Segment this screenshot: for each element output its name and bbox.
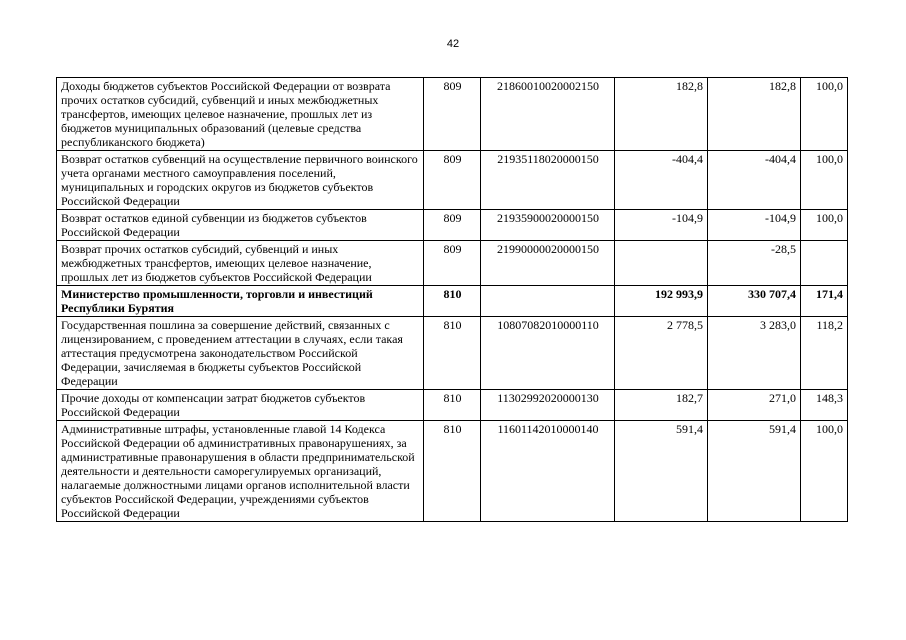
plan-value-cell: 591,4 [615, 421, 708, 522]
plan-value-cell: 182,7 [615, 390, 708, 421]
table-row [57, 78, 848, 151]
row-name-cell: Административные штрафы, установленные главой 14 Кодекса Российской Федерации об административных правонарушениях, за административные правонарушения в области предпринимательской деятельности и деятельности саморегулируемых организаций, налагаемые должностными лицами органов исполнительной власти субъектов Российской Федерации, учреждениями субъектов Российской Федерации [57, 421, 424, 522]
percent-cell: 100,0 [801, 78, 848, 151]
fact-value-cell: 591,4 [708, 421, 801, 522]
row-name-cell: Доходы бюджетов субъектов Российской Федерации от возврата прочих остатков субсидий, субвенций и иных межбюджетных трансфертов, имеющих целевое назначение, прошлых лет из бюджетов муниципальных образований (целевые средства республиканского бюджета) [57, 78, 424, 151]
budget-table [56, 77, 848, 522]
row-name-cell: Министерство промышленности, торговли и инвестиций Республики Бурятия [57, 286, 424, 317]
percent-cell: 100,0 [801, 210, 848, 241]
admin-code-cell: 809 [424, 151, 481, 210]
fact-value-cell: -28,5 [708, 241, 801, 286]
table-row [57, 286, 848, 317]
percent-cell: 118,2 [801, 317, 848, 390]
table-row [57, 241, 848, 286]
budget-code-cell: 11601142010000140 [481, 421, 615, 522]
table-row [57, 390, 848, 421]
percent-cell: 100,0 [801, 421, 848, 522]
budget-code-cell: 10807082010000110 [481, 317, 615, 390]
admin-code-cell: 809 [424, 210, 481, 241]
admin-code-cell: 810 [424, 317, 481, 390]
budget-code-cell: 21935118020000150 [481, 151, 615, 210]
table-row [57, 421, 848, 522]
admin-code-cell: 810 [424, 286, 481, 317]
budget-code-cell: 11302992020000130 [481, 390, 615, 421]
percent-cell [801, 241, 848, 286]
budget-code-cell: 21990000020000150 [481, 241, 615, 286]
budget-code-cell: 21860010020002150 [481, 78, 615, 151]
row-name-cell: Прочие доходы от компенсации затрат бюджетов субъектов Российской Федерации [57, 390, 424, 421]
fact-value-cell: 330 707,4 [708, 286, 801, 317]
plan-value-cell: 182,8 [615, 78, 708, 151]
fact-value-cell: -404,4 [708, 151, 801, 210]
fact-value-cell: 271,0 [708, 390, 801, 421]
admin-code-cell: 809 [424, 78, 481, 151]
row-name-cell: Государственная пошлина за совершение действий, связанных с лицензированием, с проведением аттестации в случаях, если такая аттестация предусмотрена законодательством Российской Федерации, зачисляемая в бюджеты субъектов Российской Федерации [57, 317, 424, 390]
admin-code-cell: 810 [424, 390, 481, 421]
percent-cell: 171,4 [801, 286, 848, 317]
table-row [57, 210, 848, 241]
admin-code-cell: 810 [424, 421, 481, 522]
admin-code-cell: 809 [424, 241, 481, 286]
row-name-cell: Возврат остатков единой субвенции из бюджетов субъектов Российской Федерации [57, 210, 424, 241]
percent-cell: 100,0 [801, 151, 848, 210]
plan-value-cell: 192 993,9 [615, 286, 708, 317]
plan-value-cell: -104,9 [615, 210, 708, 241]
table-row [57, 317, 848, 390]
budget-code-cell: 21935900020000150 [481, 210, 615, 241]
fact-value-cell: 182,8 [708, 78, 801, 151]
fact-value-cell: 3 283,0 [708, 317, 801, 390]
page-number: 42 [446, 38, 460, 50]
table-row [57, 151, 848, 210]
percent-cell: 148,3 [801, 390, 848, 421]
row-name-cell: Возврат прочих остатков субсидий, субвенций и иных межбюджетных трансфертов, имеющих целевое назначение, прошлых лет из бюджетов субъектов Российской Федерации [57, 241, 424, 286]
plan-value-cell: 2 778,5 [615, 317, 708, 390]
budget-table-body [57, 78, 848, 522]
fact-value-cell: -104,9 [708, 210, 801, 241]
row-name-cell: Возврат остатков субвенций на осуществление первичного воинского учета органами местного самоуправления поселений, муниципальных и городских округов из бюджетов субъектов Российской Федерации [57, 151, 424, 210]
budget-code-cell [481, 286, 615, 317]
plan-value-cell: -404,4 [615, 151, 708, 210]
plan-value-cell [615, 241, 708, 286]
